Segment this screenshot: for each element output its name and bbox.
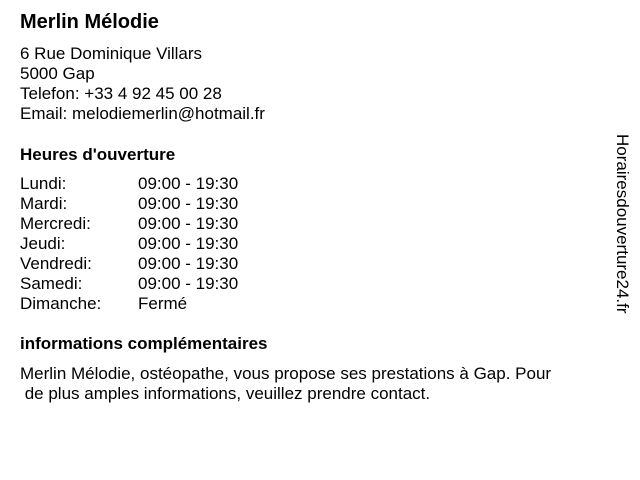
hours-row-wednesday (20, 214, 238, 234)
day-label: Mardi: (20, 194, 68, 213)
hours-row-tuesday (20, 194, 238, 214)
time-range: 09:00 - 19:30 (138, 274, 239, 293)
time-range: Fermé (138, 294, 188, 313)
day-label: Samedi: (20, 274, 83, 293)
day-label: Jeudi: (20, 234, 66, 253)
hours-heading: Heures d'ouverture (20, 145, 176, 164)
time-range: 09:00 - 19:30 (138, 174, 239, 193)
business-name: Merlin Mélodie (20, 11, 159, 33)
time-range: 09:00 - 19:30 (138, 234, 239, 253)
day-label: Dimanche: (20, 294, 102, 313)
info-description: Merlin Mélodie, ostéopathe, vous propose ses prestations à Gap. Pour de plus amples informations, veuillez prendre contact. (20, 364, 552, 403)
time-range: 09:00 - 19:30 (138, 254, 239, 273)
hours-row-sunday (20, 294, 238, 314)
site-watermark: Horairesdouverture24.fr (613, 134, 632, 314)
phone-number: Telefon: +33 4 92 45 00 28 (20, 84, 222, 103)
time-range: 09:00 - 19:30 (138, 194, 239, 213)
hours-row-thursday (20, 234, 238, 254)
day-label: Vendredi: (20, 254, 92, 273)
time-range: 09:00 - 19:30 (138, 214, 239, 233)
city-postcode: 5000 Gap (20, 64, 95, 83)
hours-row-monday (20, 174, 238, 194)
email-address: Email: melodiemerlin@hotmail.fr (20, 104, 265, 123)
info-heading: informations complémentaires (20, 334, 268, 353)
street-address: 6 Rue Dominique Villars (20, 44, 203, 63)
contact-block (20, 44, 265, 124)
day-label: Mercredi: (20, 214, 91, 233)
day-label: Lundi: (20, 174, 67, 193)
hours-table (20, 174, 238, 314)
hours-row-friday (20, 254, 238, 274)
hours-row-saturday (20, 274, 238, 294)
